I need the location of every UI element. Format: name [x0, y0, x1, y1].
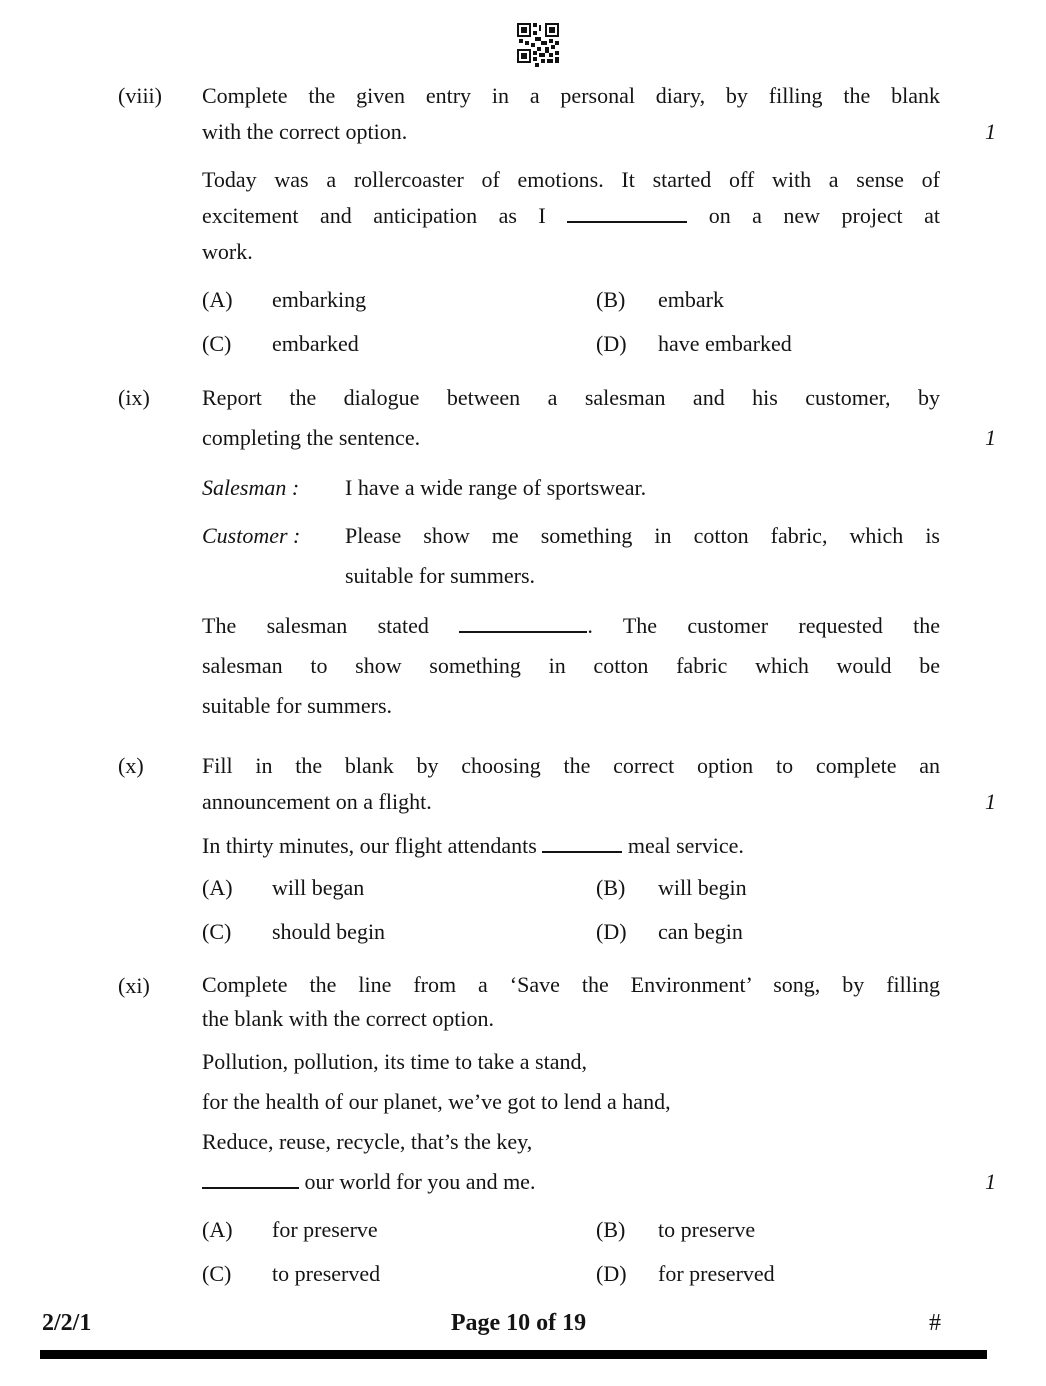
song-last-line-row [202, 1162, 996, 1202]
option-text: to preserve [658, 1217, 756, 1242]
option-text: for preserve [272, 1217, 378, 1242]
dialogue-row [202, 468, 940, 508]
stem-line: completing the sentence. [202, 425, 421, 450]
option-label: (B) [596, 287, 626, 312]
option-label: (C) [202, 919, 232, 944]
option-text: should begin [272, 919, 386, 944]
stem-line: with the correct option. [202, 119, 408, 144]
stem-line: Complete the line from a ‘Save the Environment’ song, by filling [202, 972, 940, 997]
song-lyrics [202, 1042, 940, 1162]
marks-value: 1 [985, 425, 996, 450]
option-text: can begin [658, 919, 743, 944]
text-after-blank: on a new project at [708, 203, 940, 228]
question-x [118, 748, 996, 950]
option-label: (A) [202, 875, 233, 900]
footer-page-indicator: Page 10 of 19 [450, 1310, 587, 1336]
stem-line: Complete the given entry in a personal diary, by filling the blank [202, 83, 940, 108]
options-list [202, 870, 996, 950]
paragraph-line: suitable for summers. [202, 693, 393, 718]
text-before-blank: The salesman stated [202, 613, 429, 638]
question-xi [118, 968, 996, 1292]
question-ix [118, 378, 996, 726]
question-number: (ix) [118, 385, 150, 410]
option-text: will begin [658, 875, 747, 900]
question-stem [202, 968, 940, 1036]
dialogue-text-line: Please show me something in cotton fabric, which is [345, 523, 940, 548]
option-text: have embarked [658, 331, 792, 356]
dialogue-row [202, 516, 940, 596]
text-before-blank: excitement and anticipation as I [202, 203, 546, 228]
song-line: Pollution, pollution, its time to take a stand, [202, 1049, 587, 1074]
option-label: (C) [202, 1261, 232, 1286]
option-text: embarked [272, 331, 359, 356]
options-list [202, 1212, 996, 1292]
blank-line [542, 830, 622, 853]
question-stem-row [118, 968, 996, 1036]
song-line: for the health of our planet, we’ve got to lend a hand, [202, 1089, 671, 1114]
stem-line: Fill in the blank by choosing the correct option to complete an [202, 753, 940, 778]
option-text: embark [658, 287, 724, 312]
paragraph-line [202, 828, 940, 864]
option-text: to preserved [272, 1261, 381, 1286]
reported-speech-paragraph [202, 606, 940, 726]
question-stem [202, 78, 940, 150]
flight-announcement-line [202, 828, 940, 864]
option-label: (A) [202, 287, 233, 312]
question-stem-row [118, 748, 996, 820]
dialogue-text [345, 516, 940, 596]
option-text: for preserved [658, 1261, 775, 1286]
dialogue-speaker: Customer : [202, 523, 301, 548]
option-label: (A) [202, 1217, 233, 1242]
question-stem [202, 748, 940, 820]
question-number: (xi) [118, 973, 150, 998]
blank-line [202, 1166, 299, 1189]
question-number: (x) [118, 753, 144, 778]
dialogue-text-line: suitable for summers. [345, 563, 536, 588]
blank-line [567, 200, 687, 223]
dialogue-speaker: Salesman : [202, 475, 300, 500]
footer-paper-code: 2/2/1 [42, 1310, 92, 1336]
page-content [118, 0, 996, 1292]
dialogue-text: I have a wide range of sportswear. [345, 475, 647, 500]
text-after-blank: . The customer requested the [587, 613, 940, 638]
marks-value: 1 [985, 119, 996, 144]
option-label: (D) [596, 331, 627, 356]
footer-rule [40, 1350, 987, 1359]
question-stem [202, 378, 940, 458]
song-line: Reduce, reuse, recycle, that’s the key, [202, 1129, 533, 1154]
marks-value: 1 [985, 789, 996, 814]
stem-line: the blank with the correct option. [202, 1006, 495, 1031]
question-stem-row [118, 78, 996, 150]
question-viii [118, 78, 996, 362]
options-list [202, 282, 996, 362]
paragraph-line: Today was a rollercoaster of emotions. It started off with a sense of [202, 167, 940, 192]
page-footer [40, 1310, 987, 1362]
text-after-blank: our world for you and me. [304, 1169, 536, 1194]
dialogue-block [202, 468, 940, 596]
option-label: (C) [202, 331, 232, 356]
paragraph-line: work. [202, 239, 253, 264]
question-number: (viii) [118, 83, 162, 108]
text-before-blank: In thirty minutes, our flight attendants [202, 833, 537, 858]
blank-line [459, 610, 587, 633]
text-after-blank: meal service. [627, 833, 744, 858]
paragraph-line [202, 198, 940, 234]
stem-line: Report the dialogue between a salesman and his customer, by [202, 385, 940, 410]
question-stem-row [118, 378, 996, 458]
option-label: (D) [596, 1261, 627, 1286]
song-line-with-blank [202, 1162, 940, 1202]
marks-value: 1 [985, 1169, 996, 1194]
paragraph-line [202, 606, 940, 646]
option-text: embarking [272, 287, 367, 312]
footer-corner-mark: # [929, 1310, 941, 1336]
diary-entry-paragraph [202, 162, 940, 270]
paragraph-line: salesman to show something in cotton fabric which would be [202, 653, 940, 678]
option-text: will began [272, 875, 365, 900]
option-label: (B) [596, 875, 626, 900]
stem-line: announcement on a flight. [202, 789, 432, 814]
option-label: (D) [596, 919, 627, 944]
option-label: (B) [596, 1217, 626, 1242]
